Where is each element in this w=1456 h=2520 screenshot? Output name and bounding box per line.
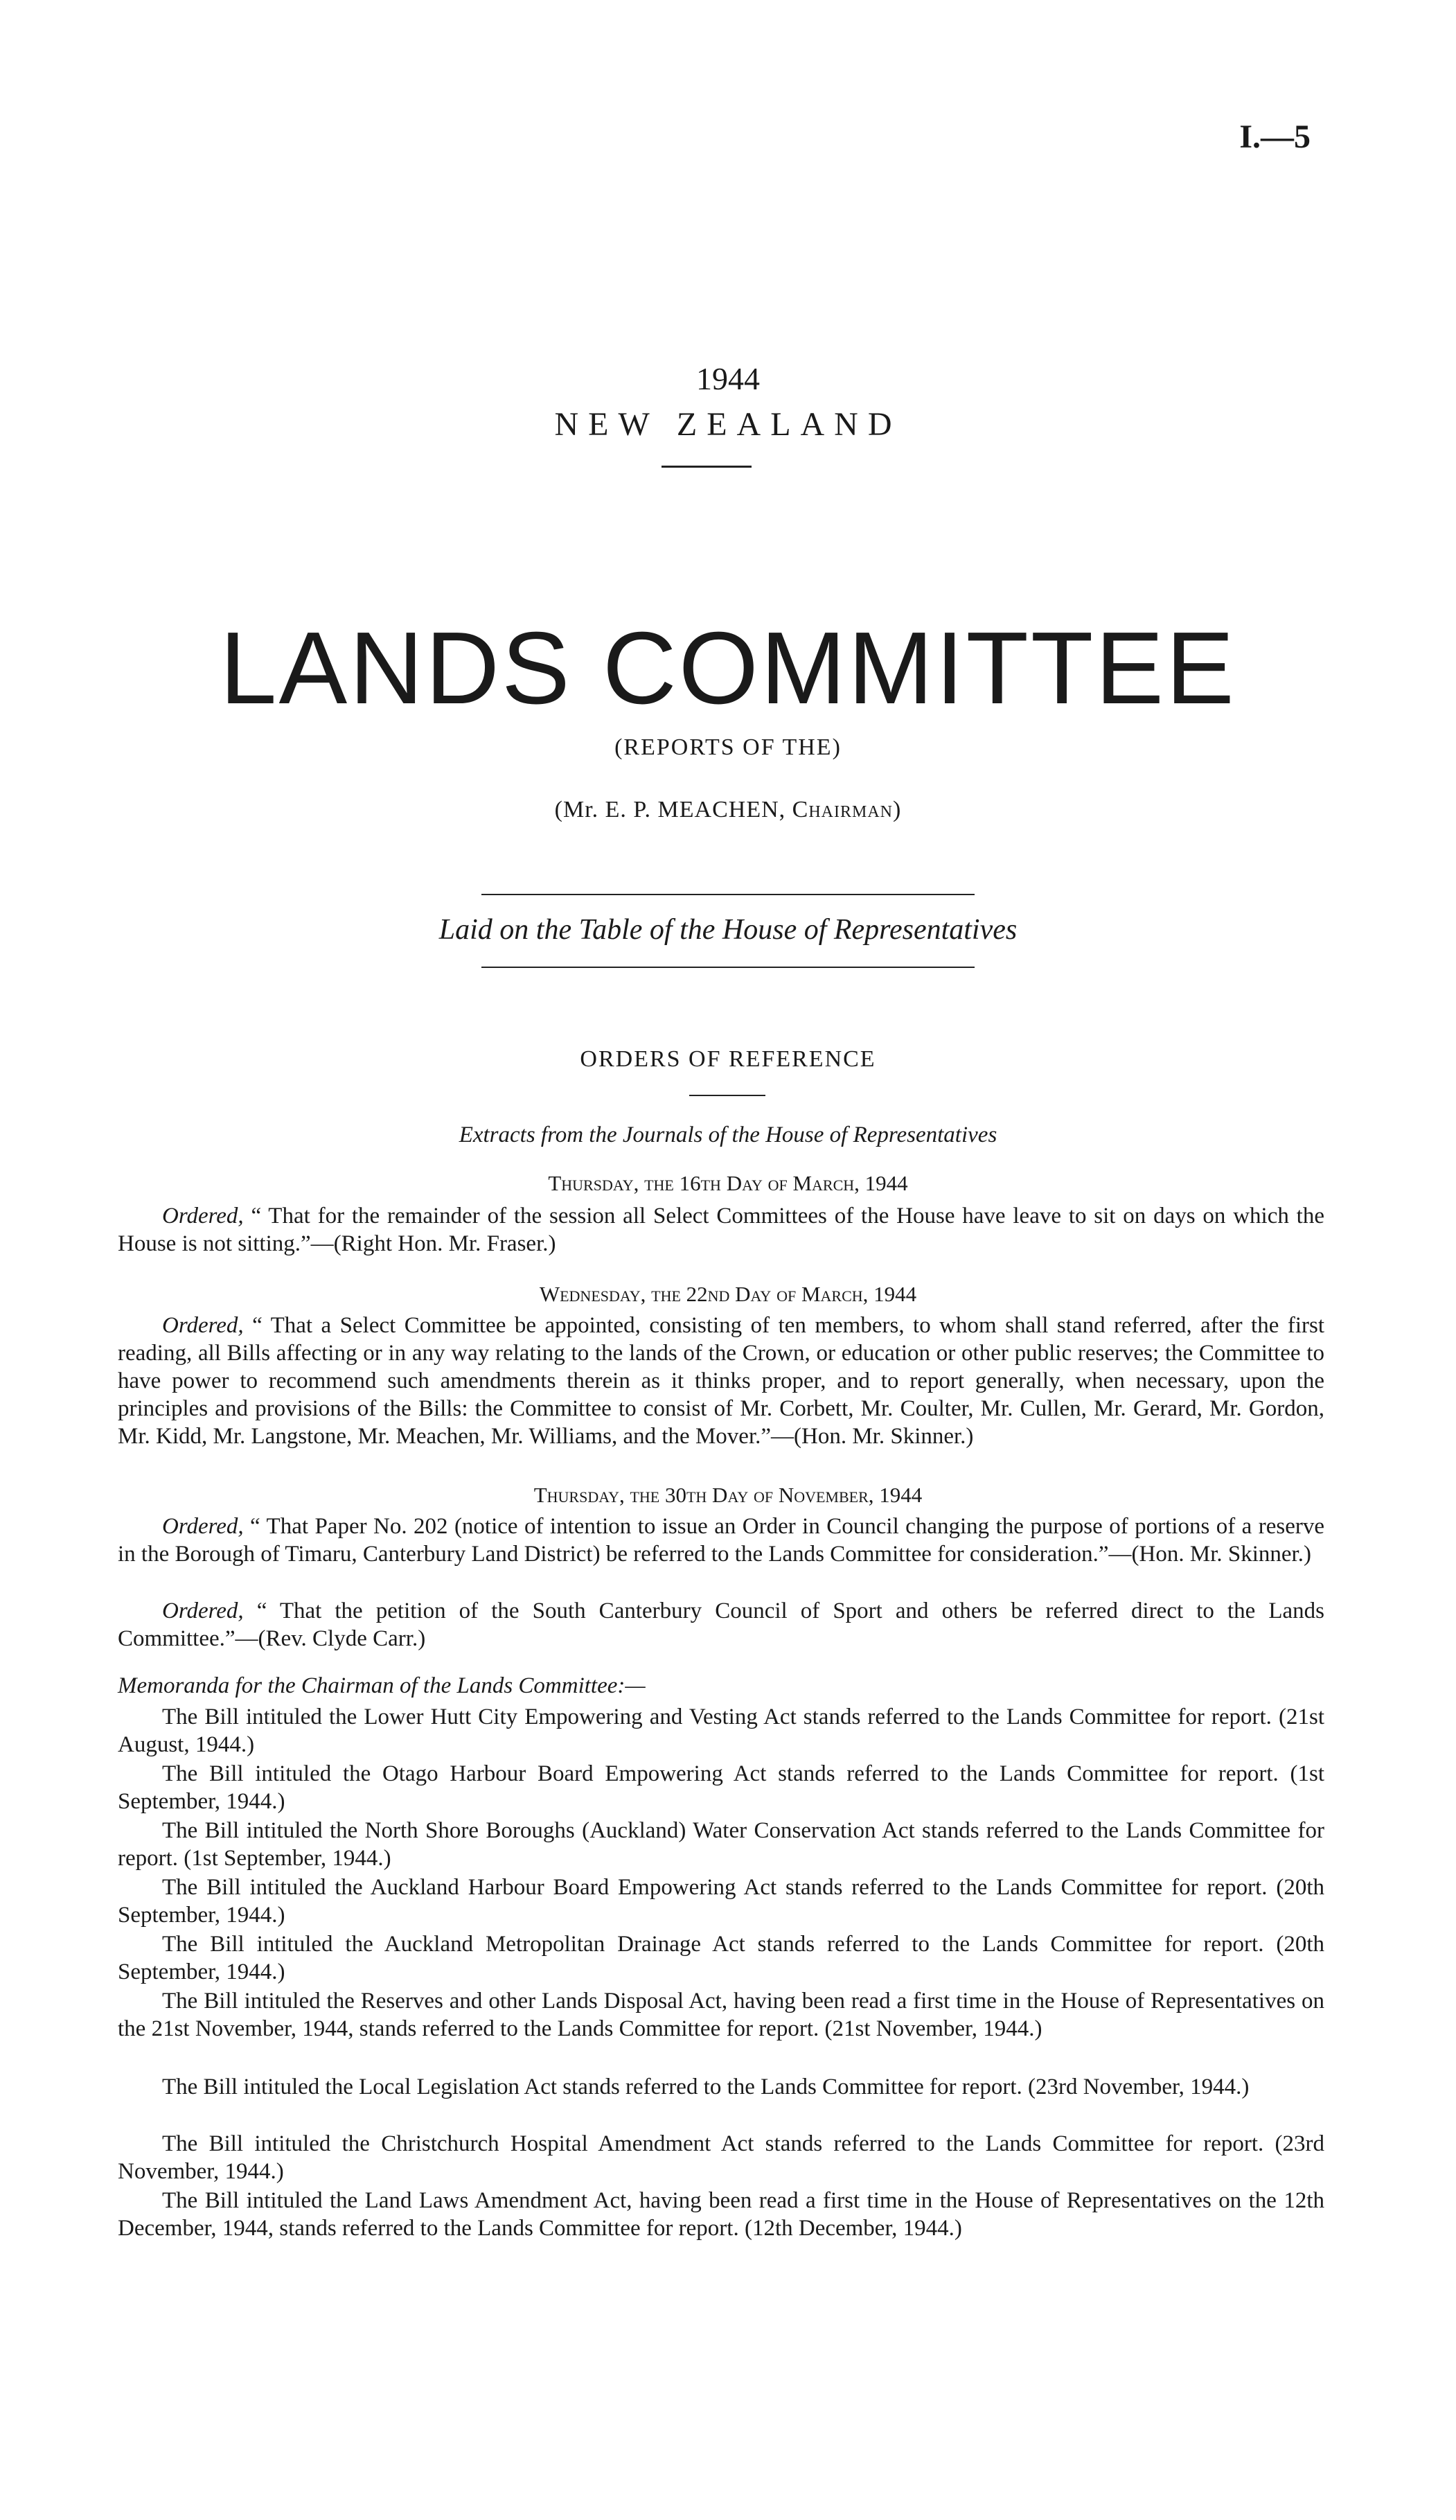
- page-number: I.—5: [1239, 118, 1311, 155]
- divider-rule: [481, 967, 975, 968]
- memoranda-item: The Bill intituled the Local Legislation Act stands referred to the Lands Committee for report. (23rd November, 1944.): [162, 2074, 1250, 2099]
- country-heading: NEW ZEALAND: [554, 406, 902, 443]
- laid-on-table-line: Laid on the Table of the House of Representatives: [438, 914, 1018, 946]
- divider-rule: [662, 466, 752, 468]
- divider-rule: [481, 894, 975, 895]
- entry-date: Thursday, the 16th Day of March, 1944: [548, 1171, 908, 1195]
- extracts-heading: Extracts from the Journals of the House of Representatives: [459, 1122, 997, 1147]
- memoranda-item: The Bill intituled the Lower Hutt City Empowering and Vesting Act stands referred to the Lands Committee for report. (21st August, 1944.): [118, 1704, 1324, 1757]
- year: 1944: [696, 361, 760, 396]
- divider-rule: [689, 1095, 765, 1096]
- order-paragraph: Ordered, “ That the petition of the South Canterbury Council of Sport and others be referred direct to the Lands Committee.”—(Rev. Clyde Carr.): [118, 1598, 1324, 1651]
- order-paragraph: Ordered, “ That a Select Committee be appointed, consisting of ten members, to whom shall stand referred, after the first reading, all Bills affecting or in any way relating to the lands of the Crown, or education or other public reserves; the Committee to have power to recommend such amendments therein as it thinks proper, and to report generally, when necessary, upon the principles and provisions of the Bills: the Committee to consist of Mr. Corbett, Mr. Coulter, Mr. Cullen, Mr. Gerard, Mr. Gordon, Mr. Kidd, Mr. Langstone, Mr. Meachen, Mr. Williams, and the Mover.”—(Hon. Mr. Skinner.): [118, 1313, 1324, 1449]
- memoranda-item: The Bill intituled the Christchurch Hospital Amendment Act stands referred to the Lands Committee for report. (23rd November, 1944.): [118, 2131, 1324, 2184]
- memoranda-heading: Memoranda for the Chairman of the Lands Committee:—: [118, 1673, 646, 1698]
- memoranda-item: The Bill intituled the Auckland Harbour Board Empowering Act stands referred to the Lands Committee for report. (20th September, 1944.): [118, 1875, 1324, 1928]
- memoranda-item: The Bill intituled the North Shore Boroughs (Auckland) Water Conservation Act stands referred to the Lands Committee for report. (1st September, 1944.): [118, 1818, 1324, 1871]
- entry-date: Wednesday, the 22nd Day of March, 1944: [539, 1282, 917, 1306]
- order-paragraph: Ordered, “ That for the remainder of the session all Select Committees of the House have leave to sit on days on which the House is not sitting.”—(Right Hon. Mr. Fraser.): [118, 1204, 1324, 1256]
- orders-of-reference-heading: ORDERS OF REFERENCE: [580, 1046, 876, 1072]
- document-title: LANDS COMMITTEE: [220, 611, 1236, 725]
- memoranda-item: The Bill intituled the Auckland Metropolitan Drainage Act stands referred to the Lands Committee for report. (20th September, 1944.): [118, 1932, 1324, 1984]
- memoranda-item: The Bill intituled the Otago Harbour Board Empowering Act stands referred to the Lands Committee for report. (1st September, 1944.): [118, 1761, 1324, 1814]
- order-paragraph: Ordered, “ That Paper No. 202 (notice of intention to issue an Order in Council changing the purpose of portions of a reserve in the Borough of Timaru, Canterbury Land District) be referred to the Lands Committee for consideration.”—(Hon. Mr. Skinner.): [118, 1514, 1324, 1567]
- chairman-line: (Mr. E. P. MEACHEN, Chairman): [554, 797, 902, 822]
- entry-date: Thursday, the 30th Day of November, 1944: [533, 1483, 923, 1507]
- memoranda-item: The Bill intituled the Reserves and other Lands Disposal Act, having been read a first time in the House of Representatives on the 21st November, 1944, stands referred to the Lands Committee for report. (21st November, 1944.): [118, 1989, 1324, 2041]
- document-subtitle: (REPORTS OF THE): [614, 734, 842, 760]
- memoranda-item: The Bill intituled the Land Laws Amendment Act, having been read a first time in the House of Representatives on the 12th December, 1944, stands referred to the Lands Committee for report. (12th December, 1944.): [118, 2188, 1324, 2241]
